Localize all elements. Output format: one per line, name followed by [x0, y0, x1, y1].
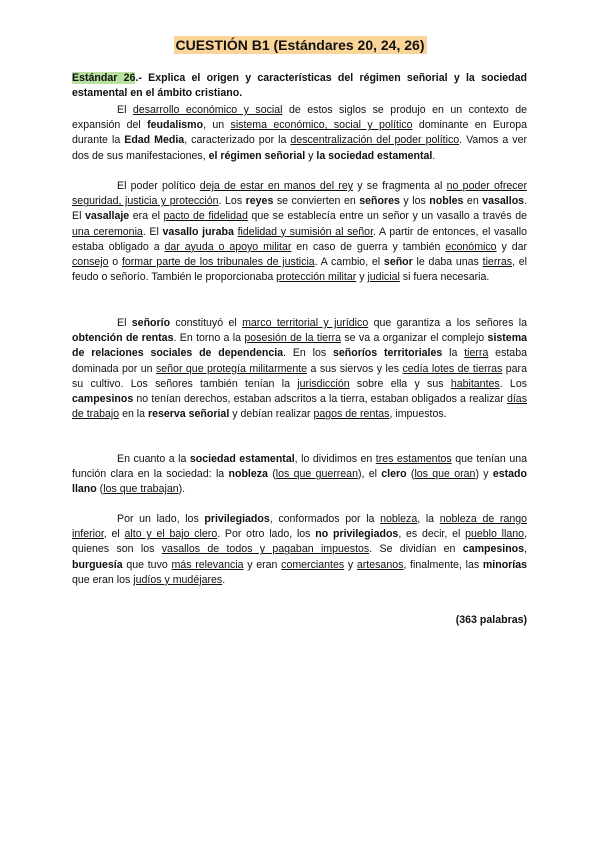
paragraph-2	[72, 179, 527, 285]
underlined-phrase: no poder ofrecer seguridad, justicia y protección	[72, 180, 527, 208]
underlined-phrase: días de trabajo	[72, 393, 527, 421]
bold-term: vasallo juraba	[162, 225, 234, 238]
underlined-phrase: más relevancia	[171, 558, 244, 571]
underlined-phrase: dar ayuda o apoyo militar	[164, 240, 292, 253]
underlined-phrase: artesanos	[356, 558, 404, 571]
text-run: estaba dominada por un	[72, 347, 527, 375]
text-run: . Se dividían en	[369, 543, 463, 556]
bold-term: señor	[383, 256, 413, 269]
standard-dot: .	[135, 72, 139, 84]
underlined-phrase: económico	[445, 240, 497, 253]
underlined-phrase: nobleza	[380, 513, 418, 525]
bold-term: reserva señorial	[147, 408, 230, 421]
bold-term: la sociedad estamental	[316, 149, 433, 162]
text-run: o	[108, 256, 122, 269]
text-run: , el	[103, 528, 125, 541]
bold-term: feudalismo	[147, 119, 204, 132]
bold-term: señorío	[131, 317, 171, 329]
page-title: CUESTIÓN B1 (Estándares 20, 24, 26)	[175, 37, 425, 53]
paragraph-3	[72, 316, 527, 422]
text-run: y los	[399, 195, 430, 208]
text-run: . El	[72, 195, 528, 223]
text-run: y dar	[496, 240, 528, 253]
underlined-phrase: vasallos de todos y pagaban impuestos	[161, 543, 370, 556]
paragraph-1	[72, 103, 527, 164]
bold-term: estado llano	[72, 468, 528, 496]
bold-term: vasallos	[482, 195, 525, 208]
underlined-phrase: los que trabajan	[103, 483, 179, 496]
text-run: le daba unas	[412, 256, 483, 269]
text-run: , es decir, el	[398, 528, 466, 541]
text-run: Por un lado, los	[117, 513, 205, 525]
text-run: El poder político	[117, 180, 200, 192]
standard-label: Estándar 26	[72, 72, 136, 84]
text-run: la	[442, 347, 465, 360]
text-run: En cuanto a la	[117, 453, 190, 465]
word-count: (363 palabras)	[455, 614, 527, 626]
bold-term: señoríos territoriales	[333, 347, 443, 360]
bold-term: minorías	[482, 558, 528, 571]
text-run: en caso de guerra y también	[291, 240, 446, 253]
text-run: que garantiza a los señores la	[368, 317, 527, 329]
text-run: (	[96, 483, 104, 496]
text-run: (	[267, 468, 276, 481]
text-run: y	[344, 558, 357, 571]
underlined-phrase: tierra	[464, 347, 489, 360]
text-run: en	[463, 195, 483, 208]
text-run: ).	[178, 483, 186, 496]
text-run: que eran los	[72, 573, 134, 586]
bold-term: reyes	[245, 195, 274, 208]
underlined-phrase: tierras	[482, 256, 513, 269]
underlined-phrase: pacto de fidelidad	[163, 210, 248, 223]
bold-term: el régimen señorial	[208, 149, 306, 162]
text-run: si fuera necesaria.	[399, 271, 490, 284]
text-run: ) y	[475, 468, 493, 481]
text-run: constituyó el	[170, 317, 243, 329]
text-run: a sus siervos y les	[307, 362, 403, 375]
text-run: era el	[129, 210, 164, 223]
text-run: (	[406, 468, 415, 481]
underlined-phrase: judíos y mudéjares	[133, 573, 223, 586]
text-run: y eran	[243, 558, 282, 571]
text-run: dominante en Europa durante la	[72, 119, 527, 147]
underlined-phrase: fidelidad y sumisión al señor	[237, 225, 374, 238]
underlined-phrase: los que guerrean	[275, 468, 358, 481]
underlined-phrase: sistema económico, social y político	[230, 119, 413, 132]
text-run: . En los	[283, 347, 333, 360]
text-run: . Vamos a ver dos de sus manifestaciones,	[72, 134, 527, 162]
text-run: se va a organizar el complejo	[341, 332, 488, 345]
text-run: , la	[417, 513, 440, 525]
text-run: ), el	[357, 468, 382, 481]
text-run: y se fragmenta al	[353, 180, 447, 192]
bold-term: campesinos	[72, 393, 134, 406]
title-block	[0, 37, 600, 55]
bold-term: sistema de relaciones sociales de dependencia	[72, 332, 528, 360]
underlined-phrase: los que oran	[414, 468, 476, 481]
underlined-phrase: pueblo llano	[465, 528, 525, 541]
text-run: . A cambio, el	[314, 256, 384, 269]
underlined-phrase: una ceremonia	[72, 225, 143, 238]
text-run: ,	[524, 543, 527, 556]
text-run: , impuestos.	[389, 408, 447, 421]
underlined-phrase: alto y el bajo clero	[124, 528, 218, 541]
text-run: en la	[119, 408, 148, 421]
text-run: . El	[142, 225, 163, 238]
text-run: que tenían una función clara en la sociedad: la	[72, 453, 527, 481]
text-run: se convierten en	[273, 195, 360, 208]
paragraph-5	[72, 512, 527, 588]
bold-term: vasallaje	[85, 210, 130, 223]
text-run: El	[117, 104, 133, 116]
underlined-phrase: desarrollo económico y social	[132, 104, 283, 116]
underlined-phrase: señor que protegía militarmente	[155, 362, 308, 375]
question-text: - Explica el origen y características del régimen señorial y la sociedad estamental en el ámbito cristiano.	[72, 72, 528, 100]
bold-term: nobles	[429, 195, 464, 208]
text-run: y debían realizar	[229, 408, 314, 421]
underlined-phrase: jurisdicción	[297, 377, 350, 390]
bold-term: burguesía	[72, 558, 123, 571]
underlined-phrase: marco territorial y jurídico	[242, 317, 369, 329]
text-run: no tenían derechos, estaban adscritos a la tierra, estaban obligados a realizar	[133, 393, 507, 406]
underlined-phrase: descentralización del poder político	[290, 134, 460, 147]
bold-term: nobleza	[228, 468, 268, 481]
underlined-phrase: nobleza de rango inferior	[72, 513, 528, 541]
bold-term: campesinos	[462, 543, 525, 556]
bold-term: señores	[359, 195, 400, 208]
text-run: , finalmente, las	[403, 558, 483, 571]
text-run: , un	[203, 119, 231, 132]
text-run: que se establecía entre un señor y un vasallo a través de	[247, 210, 527, 223]
underlined-phrase: habitantes	[450, 377, 500, 390]
bold-term: privilegiados	[204, 513, 270, 525]
paragraph-4	[72, 452, 527, 498]
text-run: . En torno a la	[173, 332, 245, 345]
underlined-phrase: formar parte de los tribunales de justicia	[121, 256, 315, 269]
text-run: , conformados por la	[269, 513, 381, 525]
underlined-phrase: judicial	[367, 271, 400, 284]
text-run: para su cultivo. Los señores también tenían la	[72, 362, 527, 390]
text-run: . Por otro lado, los	[217, 528, 316, 541]
text-run: El	[117, 317, 132, 329]
text-run: que tuvo	[122, 558, 172, 571]
text-run: . Los	[218, 195, 246, 208]
underlined-phrase: pagos de rentas	[313, 408, 390, 421]
text-run: , caracterizado por la	[184, 134, 291, 147]
text-run: , el feudo o señorío. También le proporcionaba	[72, 256, 528, 284]
text-run: y	[356, 271, 368, 284]
text-run: sobre ella y sus	[349, 377, 451, 390]
text-run: . A partir de entonces, el vasallo estaba obligado a	[72, 225, 527, 253]
bold-term: no privilegiados	[315, 528, 399, 541]
text-run: de estos siglos se produjo en un contexto de expansión del	[72, 104, 527, 132]
text-run: .	[432, 149, 436, 162]
bold-term: Edad Media	[124, 134, 185, 147]
underlined-phrase: cedía lotes de tierras	[402, 362, 503, 375]
text-run: . Los	[499, 377, 528, 390]
underlined-phrase: protección militar	[276, 271, 357, 284]
text-run: , quienes son los	[72, 528, 528, 556]
bold-term: sociedad estamental	[189, 453, 295, 465]
underlined-phrase: consejo	[72, 256, 109, 269]
underlined-phrase: tres estamentos	[375, 453, 452, 465]
text-run: .	[222, 573, 226, 586]
underlined-phrase: posesión de la tierra	[244, 332, 342, 345]
underlined-phrase: deja de estar en manos del rey	[199, 180, 354, 192]
underlined-phrase: comerciantes	[281, 558, 345, 571]
text-run: , lo dividimos en	[294, 453, 376, 465]
text-run: y	[305, 149, 317, 162]
question-statement	[72, 71, 527, 101]
bold-term: clero	[381, 468, 407, 481]
bold-term: obtención de rentas	[72, 332, 174, 345]
